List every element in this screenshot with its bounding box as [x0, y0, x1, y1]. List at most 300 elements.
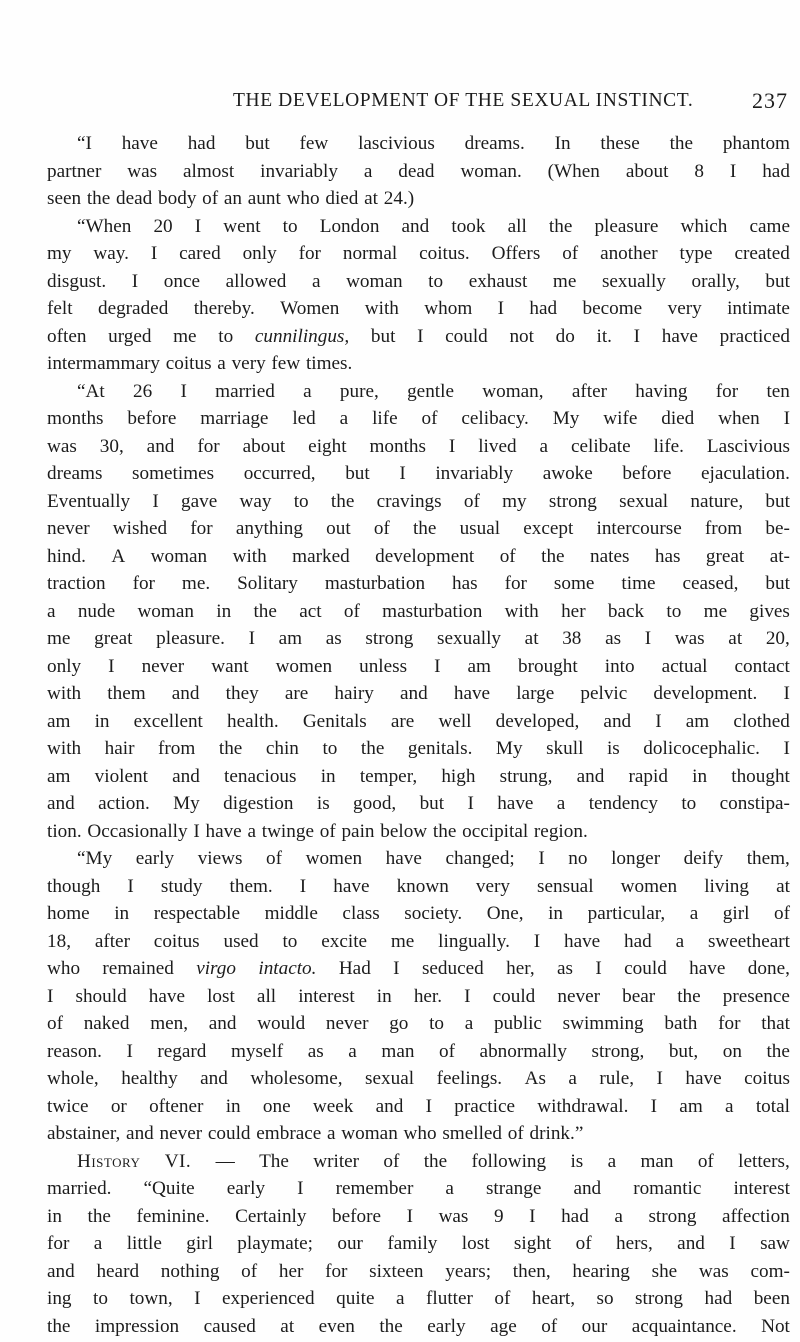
word: have	[333, 875, 370, 897]
word: no	[568, 848, 588, 869]
word: and	[200, 1068, 228, 1089]
word: action.	[98, 793, 150, 814]
text-line	[47, 1203, 790, 1231]
word: me	[173, 325, 197, 347]
word: The	[259, 1150, 289, 1172]
word: good,	[353, 793, 397, 814]
word: coitus	[165, 353, 212, 374]
word: disgust.	[47, 270, 107, 292]
word: feelings.	[436, 1068, 503, 1089]
word: to	[293, 490, 309, 512]
word: whole,	[47, 1068, 99, 1089]
word: and	[47, 1260, 75, 1282]
word: I	[393, 958, 400, 979]
word: region.	[533, 820, 588, 842]
word: had	[529, 298, 558, 319]
word: them,	[746, 848, 790, 869]
text-line	[47, 983, 790, 1011]
word: normal	[342, 243, 398, 264]
word: nates	[590, 545, 630, 567]
word: saw	[760, 1233, 790, 1254]
word: the	[379, 1315, 403, 1337]
word: dolicocephalic.	[643, 738, 760, 759]
word: married	[215, 380, 275, 402]
word: caused	[203, 1315, 256, 1337]
word: am	[47, 765, 71, 787]
word: lingually.	[438, 930, 510, 952]
word: I	[464, 985, 471, 1007]
word: have	[497, 793, 534, 814]
word: her.	[413, 985, 443, 1007]
word: town,	[129, 1288, 173, 1309]
word: a	[675, 930, 685, 952]
word: for	[190, 518, 213, 539]
word: partner	[47, 160, 102, 182]
word: a	[464, 1013, 474, 1034]
word: coitus	[744, 1068, 790, 1089]
word: of	[47, 1013, 63, 1034]
text-line	[47, 955, 790, 983]
page-number: 237	[752, 88, 788, 113]
word: the	[330, 490, 355, 512]
word: want	[211, 655, 249, 677]
word: with	[232, 545, 267, 567]
word: gentle	[407, 380, 454, 402]
word: heard	[96, 1260, 140, 1282]
word: the	[669, 133, 694, 154]
word: study	[160, 875, 203, 897]
word: strong,	[591, 1040, 645, 1062]
word: woman	[150, 545, 208, 567]
word: large	[516, 683, 555, 704]
word: sexually	[601, 270, 666, 292]
word: —	[215, 1150, 235, 1172]
word: for	[47, 1233, 70, 1254]
word: me	[390, 930, 415, 952]
word: dead	[116, 188, 153, 209]
word: often	[47, 325, 87, 347]
word: am	[685, 710, 710, 732]
word: in	[548, 903, 564, 924]
word: felt	[47, 298, 73, 319]
word: was	[674, 628, 705, 649]
word: awoke	[542, 463, 593, 484]
word: our	[581, 1315, 608, 1337]
word: gives	[749, 600, 790, 622]
word: about	[242, 435, 286, 457]
word: to	[93, 1288, 108, 1309]
word: Certainly	[235, 1205, 307, 1227]
text-line	[47, 763, 790, 791]
text-line	[47, 735, 790, 763]
word: nude	[77, 600, 116, 622]
word: created	[734, 243, 790, 264]
text-line	[47, 818, 790, 846]
word: I	[783, 738, 790, 759]
word: 24.)	[383, 188, 415, 209]
word: My	[173, 793, 200, 814]
word: after	[94, 930, 130, 952]
word: cravings	[376, 490, 442, 512]
word: intercourse	[596, 518, 682, 539]
word: well	[438, 710, 472, 732]
word: I	[655, 710, 662, 732]
text-line	[47, 598, 790, 626]
word: I	[595, 958, 602, 979]
word: total	[755, 1095, 790, 1117]
word: early	[427, 1315, 466, 1337]
word: out	[326, 518, 351, 539]
word: or	[110, 1095, 127, 1117]
word: celibate	[570, 435, 631, 457]
word: but	[765, 270, 790, 292]
text-line	[47, 570, 790, 598]
word: As	[524, 1068, 546, 1089]
word: very	[475, 875, 510, 897]
word: an	[223, 188, 243, 209]
text-line	[47, 185, 790, 213]
word: one	[262, 1095, 291, 1117]
word: interest	[733, 1178, 790, 1199]
text-line	[47, 1093, 790, 1121]
word: masturbation	[382, 600, 483, 622]
word: 9	[493, 1205, 504, 1227]
word: woman	[341, 1123, 398, 1144]
word: the	[541, 545, 565, 567]
word: in	[216, 600, 232, 622]
word: for	[197, 435, 220, 457]
word: at	[728, 628, 743, 649]
word: years;	[445, 1260, 492, 1282]
word: I	[656, 1068, 663, 1089]
word: changed;	[445, 848, 515, 869]
word: interest	[298, 985, 355, 1007]
word: woman.	[460, 160, 522, 182]
text-line	[47, 488, 790, 516]
word: I	[434, 655, 441, 677]
word: never	[47, 518, 90, 539]
word: the	[47, 1315, 71, 1337]
word: I	[425, 1095, 432, 1117]
word: but	[765, 573, 790, 594]
word: below	[380, 820, 428, 842]
word: temper,	[359, 765, 418, 787]
word: I	[417, 325, 424, 347]
text-line	[47, 323, 790, 351]
word: to	[218, 325, 234, 347]
word: genitals.	[407, 738, 473, 759]
word: had	[624, 930, 652, 952]
word: time	[621, 573, 656, 594]
word: I	[47, 985, 54, 1007]
word: has	[452, 573, 478, 594]
word: at	[524, 628, 539, 649]
text-line	[47, 433, 790, 461]
word: is	[570, 1150, 584, 1172]
word: public	[493, 1013, 542, 1034]
italic-word: intacto.	[258, 958, 317, 979]
word: so	[596, 1288, 614, 1309]
word: I	[406, 1205, 413, 1227]
word: exhaust	[468, 270, 528, 292]
word: I	[497, 298, 505, 319]
word: but	[765, 490, 790, 512]
word: in	[47, 1205, 62, 1227]
word: early	[135, 848, 175, 869]
word: has	[654, 545, 681, 567]
word: was	[47, 435, 77, 457]
word: was	[438, 1205, 469, 1227]
word: I	[108, 655, 115, 677]
word: a	[607, 1150, 617, 1172]
word: do	[555, 325, 575, 347]
word: marriage	[200, 408, 269, 429]
word: of	[343, 600, 360, 622]
word: as	[307, 1040, 324, 1062]
word: pure,	[339, 380, 379, 402]
word: had	[561, 1205, 589, 1227]
text-line	[47, 350, 790, 378]
text-line	[47, 928, 790, 956]
word: pleasure	[594, 215, 659, 237]
word: only	[47, 655, 82, 677]
word: dreams	[47, 463, 103, 484]
word: the	[677, 985, 701, 1007]
word: took	[451, 215, 486, 237]
word: respectable	[153, 903, 240, 924]
word: they	[225, 683, 259, 704]
word: twinge	[261, 820, 314, 842]
word: thereby.	[193, 298, 255, 319]
word: a	[348, 1040, 357, 1062]
word: and	[401, 215, 430, 237]
word: me	[703, 600, 728, 622]
word: strong	[635, 1288, 684, 1309]
word: hairy	[334, 683, 374, 704]
word: before	[332, 1205, 382, 1227]
word: aunt	[247, 188, 281, 209]
word: would	[257, 1013, 306, 1034]
word: sexually	[437, 628, 501, 649]
word: for	[504, 573, 527, 594]
word: (When	[547, 160, 600, 182]
word: for	[132, 573, 155, 594]
word: a	[311, 270, 321, 292]
word: done,	[747, 958, 790, 979]
word: I	[297, 1178, 304, 1199]
word: Lascivious	[706, 435, 790, 457]
text-line	[47, 1258, 790, 1286]
word: life	[372, 408, 398, 429]
word: and	[171, 683, 200, 704]
word: having	[635, 380, 688, 402]
word: sight	[513, 1233, 552, 1254]
word: usual	[459, 518, 501, 539]
text-line	[47, 213, 790, 241]
word: of	[463, 490, 480, 512]
word: to	[681, 793, 697, 814]
word: was	[698, 1260, 729, 1282]
word: have	[148, 985, 185, 1007]
word: phantom	[722, 133, 790, 154]
word: coitus	[153, 930, 200, 952]
word: lost	[461, 1233, 490, 1254]
word: man	[381, 1040, 415, 1062]
word: great	[705, 545, 745, 567]
word: girl	[722, 903, 750, 924]
word: skull	[546, 738, 584, 759]
text-line	[47, 1065, 790, 1093]
word: our	[337, 1233, 363, 1254]
word: type	[679, 243, 713, 264]
word: age	[490, 1315, 517, 1337]
word: been	[753, 1288, 790, 1309]
word: few	[271, 353, 301, 374]
word: thought	[731, 765, 790, 787]
word: a	[689, 903, 699, 924]
word: and	[47, 793, 75, 814]
word: have	[205, 820, 242, 842]
word: at	[364, 188, 379, 209]
word: into	[604, 655, 635, 677]
word: have	[685, 1068, 722, 1089]
word: which	[680, 215, 728, 237]
word: in	[692, 765, 708, 787]
word: tenacious	[224, 765, 297, 787]
word: experienced	[221, 1288, 315, 1309]
word: her	[561, 600, 586, 622]
word: ing	[47, 1288, 72, 1309]
word: back	[607, 600, 645, 622]
word: these	[600, 133, 640, 154]
word: had	[704, 1288, 733, 1309]
word: of	[241, 1260, 258, 1282]
word: woman	[346, 270, 403, 292]
word: One,	[486, 903, 524, 924]
word: cared	[179, 243, 221, 264]
word: early	[226, 1178, 266, 1199]
word: development	[375, 545, 475, 567]
word: 20,	[765, 628, 790, 649]
word: before	[127, 408, 177, 429]
word: In	[554, 133, 571, 154]
word: is	[316, 793, 330, 814]
text-line	[47, 268, 790, 296]
word: she	[651, 1260, 678, 1282]
word: excite	[321, 930, 368, 952]
word: and	[603, 710, 632, 732]
word: her,	[506, 958, 535, 979]
word: act	[299, 600, 322, 622]
word: hers,	[616, 1233, 653, 1254]
word: marked	[292, 545, 350, 567]
word: rule,	[599, 1068, 635, 1089]
word: remained	[102, 958, 174, 979]
word: who	[286, 188, 320, 209]
word: should	[75, 985, 127, 1007]
text-line	[47, 460, 790, 488]
word: and	[573, 1178, 602, 1199]
word: I	[650, 1095, 658, 1117]
word: hair	[104, 738, 135, 759]
word: not	[509, 325, 534, 347]
word: before	[622, 463, 672, 484]
word: withdrawal.	[537, 1095, 629, 1117]
word: girl	[186, 1233, 213, 1254]
word: I	[131, 270, 139, 292]
word: bear	[622, 985, 656, 1007]
word: I	[399, 463, 406, 484]
word: I	[538, 848, 545, 869]
word: pain	[341, 820, 375, 842]
word: seduced	[421, 958, 484, 979]
word: even	[318, 1315, 355, 1337]
word: very	[667, 298, 702, 319]
word: invariably	[435, 463, 514, 484]
word: romantic	[633, 1178, 702, 1199]
word: little	[126, 1233, 162, 1254]
word: violent	[94, 765, 148, 787]
small-caps-word: History	[77, 1150, 141, 1172]
word: ten	[766, 380, 790, 402]
word: intimate	[727, 298, 790, 319]
word: women	[305, 848, 363, 869]
word: 30,	[99, 435, 124, 457]
word: clothed	[733, 710, 790, 732]
word: development.	[653, 683, 758, 704]
word: 38	[562, 628, 582, 649]
word: of	[319, 820, 336, 842]
word: developed,	[495, 710, 580, 732]
word: become	[582, 298, 643, 319]
word: the	[87, 1205, 111, 1227]
word: reason.	[47, 1040, 102, 1062]
word: 18,	[47, 930, 71, 952]
word: could	[445, 325, 488, 347]
word: I	[448, 435, 456, 457]
word: eight	[308, 435, 347, 457]
word: 26	[133, 380, 153, 402]
word: I	[299, 875, 307, 897]
word: from	[158, 738, 196, 759]
word: pelvic	[580, 683, 628, 704]
word: about	[625, 160, 669, 182]
word: way.	[93, 243, 129, 264]
word: of	[562, 243, 579, 264]
word: to	[429, 1013, 445, 1034]
word: at-	[769, 545, 790, 567]
word: for	[718, 1013, 741, 1034]
word: led	[292, 408, 316, 429]
text-line	[47, 790, 790, 818]
small-caps-word: VI.	[164, 1150, 192, 1172]
word: of	[266, 848, 283, 869]
word: but	[245, 133, 270, 154]
word: in	[225, 1095, 241, 1117]
word: to	[282, 930, 298, 952]
word: who	[47, 958, 81, 979]
word: woman,	[482, 380, 544, 402]
word: excellent	[133, 710, 203, 732]
word: remember	[335, 1178, 414, 1199]
word: and	[146, 435, 175, 457]
word: naked	[83, 1013, 130, 1034]
word: never	[325, 1013, 369, 1034]
word: women	[275, 655, 333, 677]
word: abstainer,	[47, 1123, 121, 1144]
word: of	[373, 518, 390, 539]
word: times.	[305, 353, 353, 374]
